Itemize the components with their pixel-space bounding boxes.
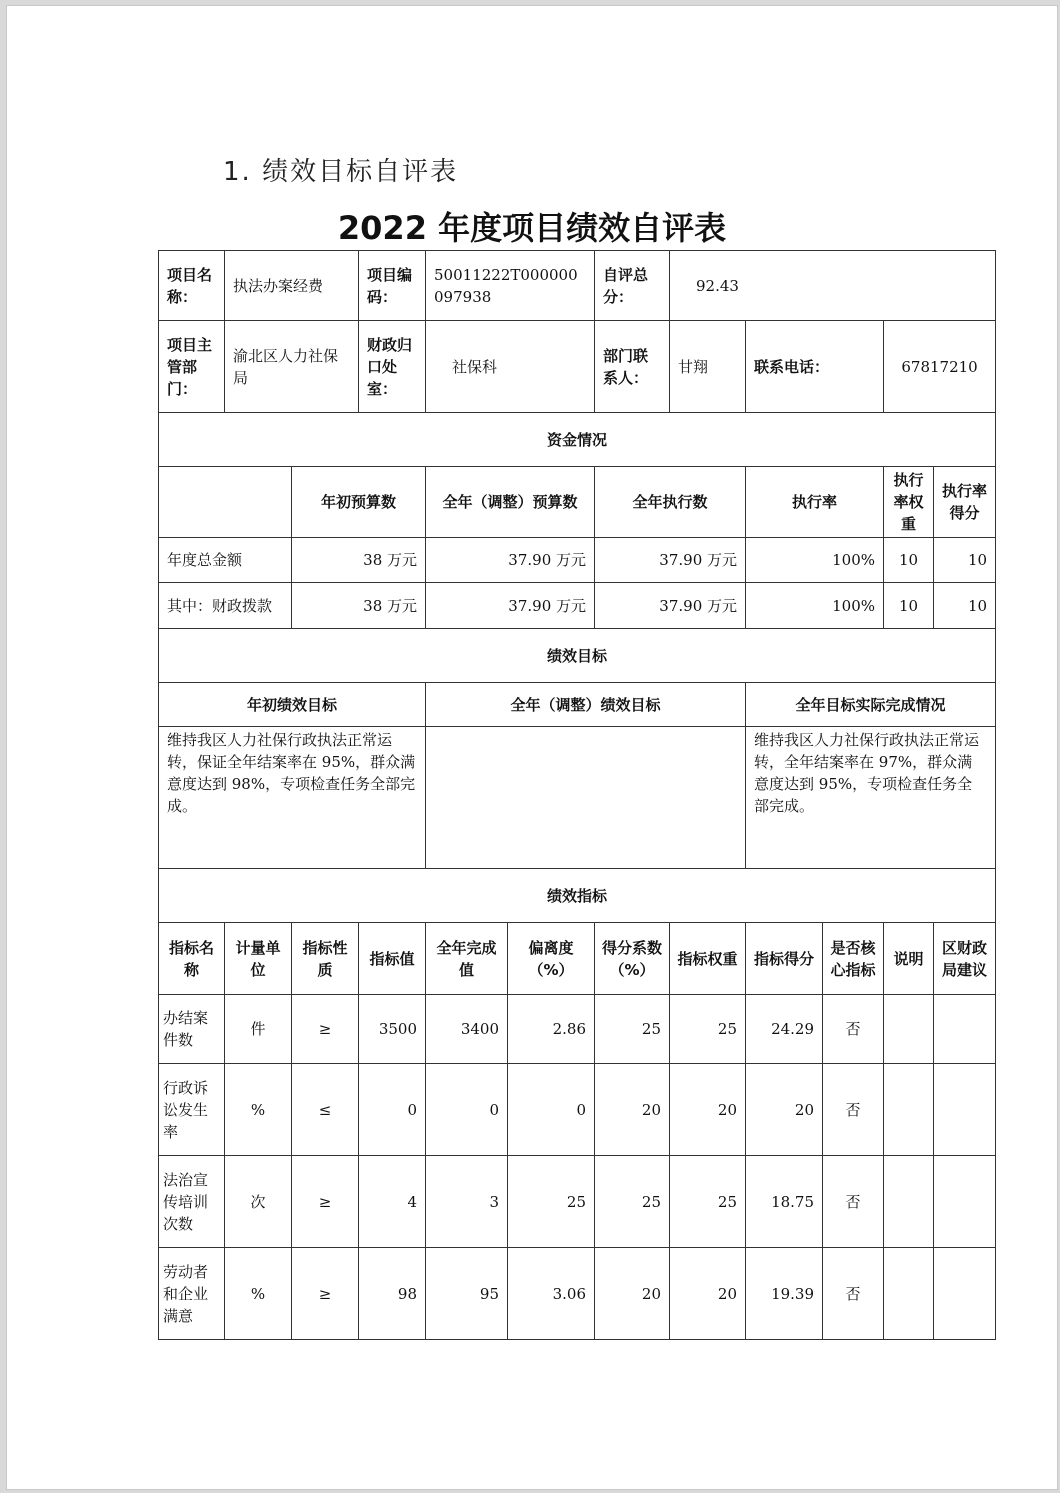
indicator-header-target: 指标值 (359, 923, 426, 995)
funds-section-title: 资金情况 (159, 413, 996, 467)
indicator-unit: 次 (225, 1156, 292, 1248)
department-info-row (159, 321, 996, 413)
indicator-advice (934, 1156, 996, 1248)
funds-header-adjusted: 全年（调整）预算数 (426, 467, 595, 538)
office-label: 财政归口处室： (359, 321, 426, 413)
funds-row (159, 538, 996, 583)
indicator-weight: 20 (670, 1248, 746, 1340)
indicator-target: 3500 (359, 995, 426, 1064)
indicator-core: 否 (823, 1248, 884, 1340)
indicator-header-actual: 全年完成值 (426, 923, 508, 995)
funds-row (159, 583, 996, 629)
section-heading: 1. 绩效目标自评表 (223, 157, 459, 187)
goal-adjusted-text (426, 727, 746, 869)
indicator-name: 办结案件数 (159, 995, 225, 1064)
indicator-header-note: 说明 (884, 923, 934, 995)
indicator-header-name: 指标名称 (159, 923, 225, 995)
indicator-note (884, 995, 934, 1064)
indicator-unit: % (225, 1248, 292, 1340)
indicator-coef: 20 (595, 1064, 670, 1156)
indicator-core: 否 (823, 995, 884, 1064)
indicator-coef: 25 (595, 1156, 670, 1248)
contact-value: 甘翔 (670, 321, 746, 413)
goal-initial-text: 维持我区人力社保行政执法正常运转，保证全年结案率在 95%，群众满意度达到 98%，专项检查任务全部完成。 (159, 727, 426, 869)
funds-row-executed: 37.90 万元 (595, 583, 746, 629)
self-evaluation-table (158, 250, 996, 1340)
indicator-unit: % (225, 1064, 292, 1156)
indicator-row (159, 1248, 996, 1340)
indicator-header-unit: 计量单位 (225, 923, 292, 995)
indicator-core: 否 (823, 1156, 884, 1248)
indicator-score: 20 (746, 1064, 823, 1156)
indicator-header-nature: 指标性质 (292, 923, 359, 995)
indicator-deviation: 25 (508, 1156, 595, 1248)
project-code-value: 50011222T000000097938 (426, 251, 595, 321)
goal-actual-text: 维持我区人力社保行政执法正常运转，全年结案率在 97%，群众满意度达到 95%，专项检查任务全部完成。 (746, 727, 996, 869)
indicator-nature: ≥ (292, 1248, 359, 1340)
funds-row-budget: 38 万元 (292, 538, 426, 583)
funds-header-row (159, 467, 996, 538)
indicator-actual: 3400 (426, 995, 508, 1064)
indicator-target: 0 (359, 1064, 426, 1156)
funds-header-rate: 执行率 (746, 467, 884, 538)
goals-header-initial: 年初绩效目标 (159, 683, 426, 727)
indicator-header-weight: 指标权重 (670, 923, 746, 995)
project-code-label: 项目编码： (359, 251, 426, 321)
funds-header-executed: 全年执行数 (595, 467, 746, 538)
goals-header-adjusted: 全年（调整）绩效目标 (426, 683, 746, 727)
indicator-deviation: 0 (508, 1064, 595, 1156)
score-label: 自评总分： (595, 251, 670, 321)
funds-header-score: 执行率得分 (934, 467, 996, 538)
goals-section-title: 绩效目标 (159, 629, 996, 683)
funds-row-adjusted: 37.90 万元 (426, 538, 595, 583)
indicator-weight: 25 (670, 995, 746, 1064)
funds-row-budget: 38 万元 (292, 583, 426, 629)
indicator-note (884, 1156, 934, 1248)
funds-row-label: 年度总金额 (159, 538, 292, 583)
indicator-header-score: 指标得分 (746, 923, 823, 995)
indicators-header-row (159, 923, 996, 995)
indicator-nature: ≥ (292, 995, 359, 1064)
project-name-value: 执法办案经费 (225, 251, 359, 321)
project-name-label: 项目名称： (159, 251, 225, 321)
funds-row-rate: 100% (746, 583, 884, 629)
funds-row-executed: 37.90 万元 (595, 538, 746, 583)
contact-label: 部门联系人： (595, 321, 670, 413)
indicator-core: 否 (823, 1064, 884, 1156)
funds-header-budget: 年初预算数 (292, 467, 426, 538)
document-title: 2022 年度项目绩效自评表 (337, 209, 727, 247)
funds-row-rate: 100% (746, 538, 884, 583)
indicator-note (884, 1064, 934, 1156)
indicator-deviation: 3.06 (508, 1248, 595, 1340)
indicator-actual: 95 (426, 1248, 508, 1340)
indicator-header-deviation: 偏离度（%） (508, 923, 595, 995)
indicator-name: 法治宣传培训次数 (159, 1156, 225, 1248)
indicator-nature: ≤ (292, 1064, 359, 1156)
indicator-note (884, 1248, 934, 1340)
indicator-actual: 0 (426, 1064, 508, 1156)
goals-content-row (159, 727, 996, 869)
indicator-advice (934, 1248, 996, 1340)
funds-row-weight: 10 (884, 583, 934, 629)
indicator-advice (934, 995, 996, 1064)
indicator-header-core: 是否核心指标 (823, 923, 884, 995)
phone-value: 67817210 (884, 321, 996, 413)
funds-row-score: 10 (934, 538, 996, 583)
indicators-section-title: 绩效指标 (159, 869, 996, 923)
indicator-header-coef: 得分系数（%） (595, 923, 670, 995)
indicator-row (159, 1156, 996, 1248)
office-value: 社保科 (426, 321, 595, 413)
project-info-row (159, 251, 996, 321)
indicator-advice (934, 1064, 996, 1156)
indicator-name: 劳动者和企业满意 (159, 1248, 225, 1340)
indicator-target: 98 (359, 1248, 426, 1340)
indicator-name: 行政诉讼发生率 (159, 1064, 225, 1156)
indicator-target: 4 (359, 1156, 426, 1248)
indicator-actual: 3 (426, 1156, 508, 1248)
indicator-score: 24.29 (746, 995, 823, 1064)
funds-row-adjusted: 37.90 万元 (426, 583, 595, 629)
goals-header-actual: 全年目标实际完成情况 (746, 683, 996, 727)
phone-label: 联系电话： (746, 321, 884, 413)
indicator-score: 19.39 (746, 1248, 823, 1340)
score-value: 92.43 (670, 251, 996, 321)
indicator-weight: 20 (670, 1064, 746, 1156)
funds-row-label: 其中：财政拨款 (159, 583, 292, 629)
indicator-coef: 25 (595, 995, 670, 1064)
indicator-coef: 20 (595, 1248, 670, 1340)
dept-value: 渝北区人力社保局 (225, 321, 359, 413)
indicator-deviation: 2.86 (508, 995, 595, 1064)
funds-header-weight: 执行率权重 (884, 467, 934, 538)
funds-row-weight: 10 (884, 538, 934, 583)
funds-header-blank (159, 467, 292, 538)
indicator-weight: 25 (670, 1156, 746, 1248)
indicator-row (159, 1064, 996, 1156)
funds-row-score: 10 (934, 583, 996, 629)
indicator-unit: 件 (225, 995, 292, 1064)
indicator-row (159, 995, 996, 1064)
indicator-nature: ≥ (292, 1156, 359, 1248)
indicator-score: 18.75 (746, 1156, 823, 1248)
indicator-header-advice: 区财政局建议 (934, 923, 996, 995)
goals-header-row (159, 683, 996, 727)
dept-label: 项目主管部门： (159, 321, 225, 413)
